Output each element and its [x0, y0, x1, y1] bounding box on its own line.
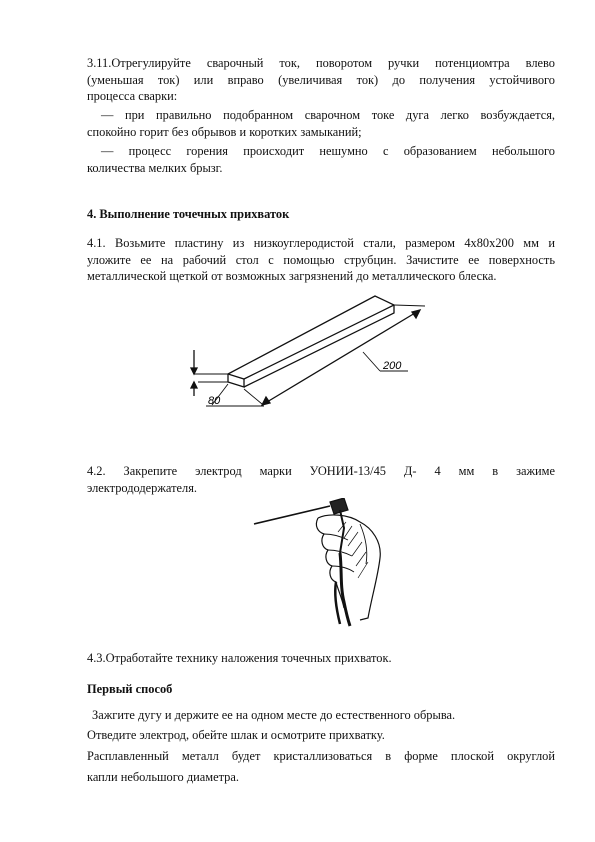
text-line: количества мелких брызг.: [87, 161, 223, 175]
method-1-line-3: [87, 746, 555, 788]
method-1-line-1: Зажгите дугу и держите ее на одном месте до естественного обрыва.: [92, 708, 456, 722]
bullet-spatter-cont: [87, 160, 555, 177]
paragraph-4-2: [87, 463, 555, 496]
bullet-arc-condition-cont: [87, 124, 555, 141]
text-line: (уменьшая ток) или вправо (увеличивая ток) до получения устойчивого: [87, 72, 555, 87]
method-1-heading: Первый способ: [87, 682, 173, 696]
text-line: металлической щеткой от возможных загрязнений до металлического блеска.: [87, 269, 497, 284]
dimension-length-label: 200: [383, 360, 402, 372]
text-line: Расплавленный металл будет кристаллизоваться в форме плоской округлой: [87, 749, 555, 763]
paragraph-3-11: [87, 55, 555, 105]
text-line: капли небольшого диаметра.: [87, 770, 239, 784]
text-line: процесса сварки:: [87, 89, 178, 104]
steel-plate-figure: [180, 292, 440, 417]
dimension-width-label: 80: [208, 395, 221, 407]
text-line: — процесс горения происходит нешумно с образованием небольшого: [101, 144, 555, 158]
bullet-arc-condition: [87, 107, 555, 124]
text-line: — при правильно подобранном сварочном токе дуга легко возбуждается,: [101, 108, 555, 122]
text-line: спокойно горит без обрывов и коротких замыканий;: [87, 125, 362, 139]
text-line: электрододержателя.: [87, 480, 198, 495]
text-line: 4.2. Закрепите электрод марки УОНИИ-13/45 Д- 4 мм в зажиме: [87, 464, 555, 478]
section-4-heading: 4. Выполнение точечных прихваток: [87, 207, 290, 221]
bullet-spatter: [87, 143, 555, 160]
paragraph-4-1: [87, 235, 555, 285]
method-1-line-2: Отведите электрод, обейте шлак и осмотрите прихватку.: [87, 728, 385, 742]
paragraph-4-3: 4.3.Отработайте технику наложения точечных прихваток.: [87, 651, 392, 665]
text-line: уложите ее на рабочий стол с помощью струбцин. Зачистите ее поверхность: [87, 252, 555, 267]
text-line: 3.11.Отрегулируйте сварочный ток, поворотом ручки потенциомтра влево: [87, 56, 555, 70]
electrode-holder-figure: [248, 498, 408, 628]
text-line: 4.1. Возьмите пластину из низкоуглеродистой стали, размером 4х80х200 мм и: [87, 236, 555, 250]
